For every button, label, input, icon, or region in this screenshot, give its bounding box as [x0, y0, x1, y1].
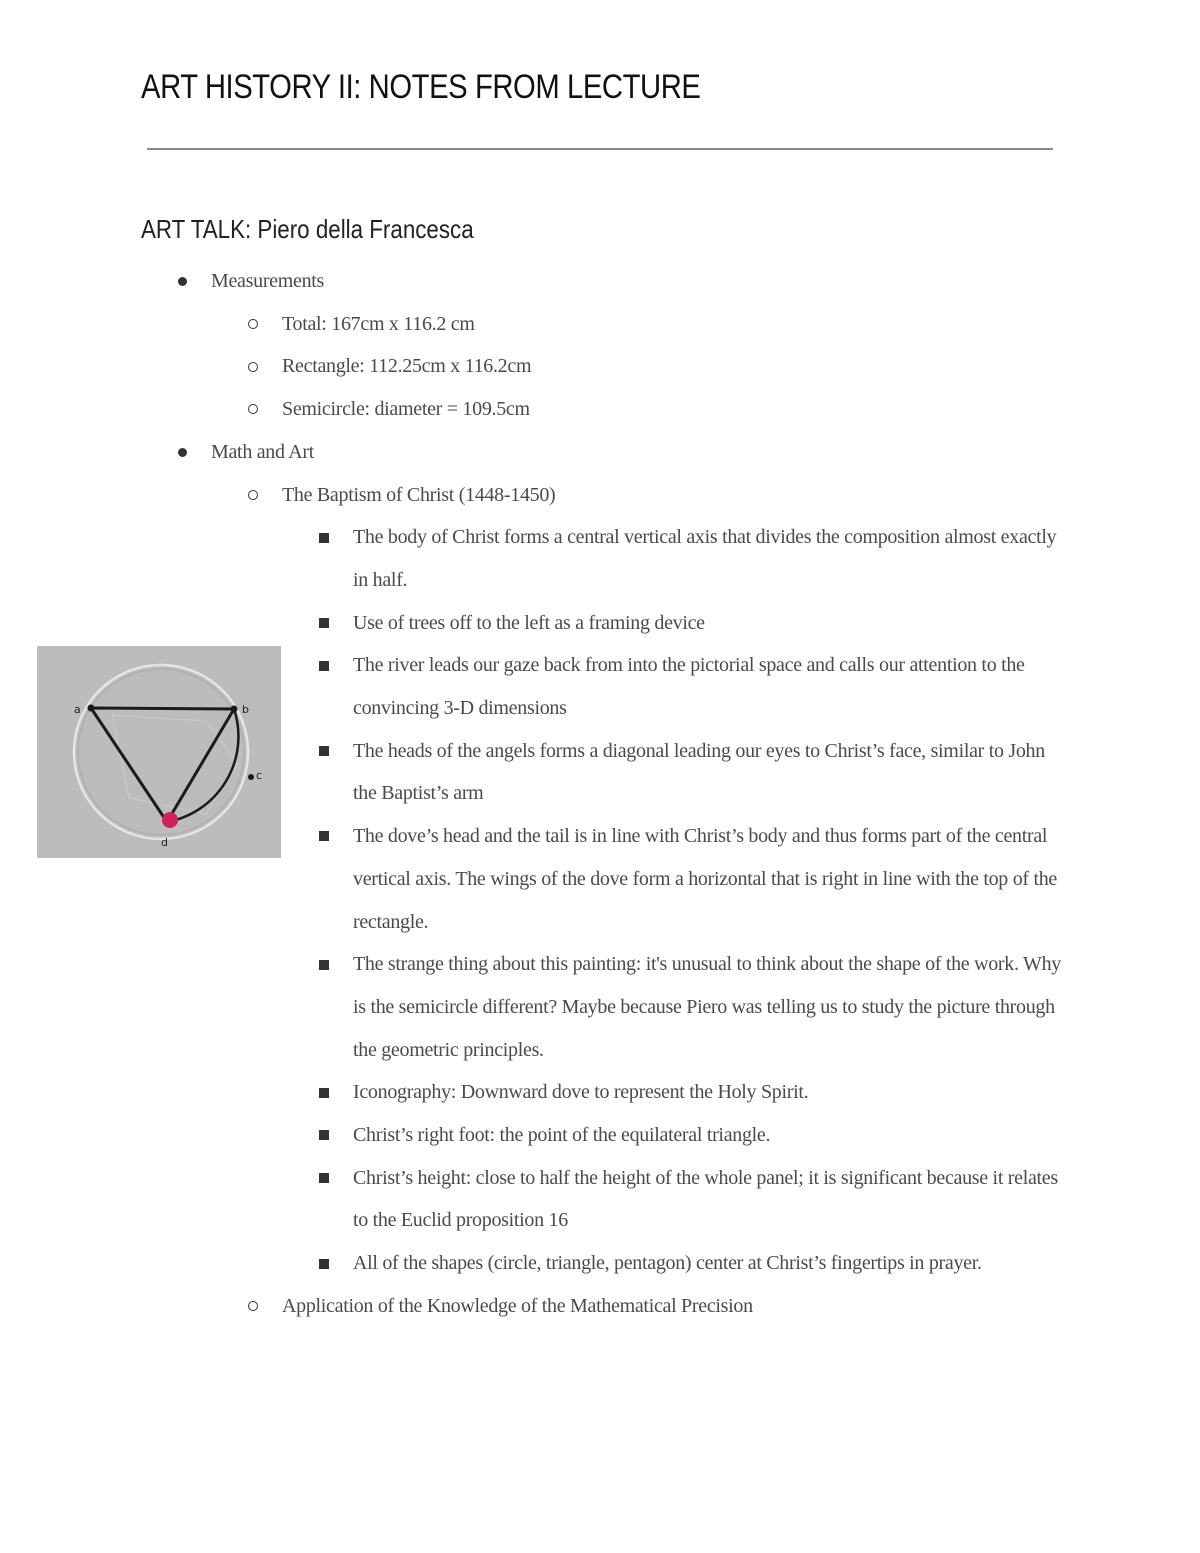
- section-heading: ART TALK: Piero della Francesca: [141, 214, 474, 244]
- note-text: Iconography: Downward dove to represent the Holy Spirit.: [353, 1081, 809, 1104]
- bullet-dot-icon: [178, 260, 187, 303]
- list-item-label: Math and Art: [211, 440, 315, 463]
- note-text: The strange thing about this painting: it's unusual to think about the shape of the work. Why is the semicircle different? Maybe because Piero was telling us to study the picture through the geometric principles.: [353, 953, 1061, 1061]
- vertex-label: b: [242, 703, 249, 716]
- document-title: ART HISTORY II: NOTES FROM LECTURE: [141, 68, 701, 106]
- list-item: [0, 1071, 1063, 1114]
- vertex-label: d: [161, 836, 168, 849]
- list-item-label: Application of the Knowledge of the Mathematical Precision: [282, 1294, 753, 1317]
- note-text: The dove’s head and the tail is in line with Christ’s body and thus forms part of the central vertical axis. The wings of the dove form a horizontal that is right in line with the top of the rectangle.: [353, 825, 1057, 933]
- bullet-square-icon: [319, 1157, 329, 1200]
- title-divider: [147, 148, 1053, 150]
- list-item-label: The Baptism of Christ (1448-1450): [282, 483, 556, 506]
- bullet-ring-icon: [248, 1285, 258, 1328]
- bullet-ring-icon: [248, 345, 258, 388]
- list-item: [0, 516, 1063, 601]
- bullet-dot-icon: [178, 431, 187, 474]
- note-text: The body of Christ forms a central vertical axis that divides the composition almost exactly in half.: [353, 526, 1057, 591]
- bullet-square-icon: [319, 730, 329, 773]
- bullet-square-icon: [319, 1071, 329, 1114]
- measurement-rectangle: Rectangle: 112.25cm x 116.2cm: [282, 355, 532, 378]
- note-text: The river leads our gaze back from into the pictorial space and calls our attention to the convincing 3-D dimensions: [353, 654, 1025, 720]
- triangle-circle-diagram-icon: [37, 646, 281, 858]
- bullet-square-icon: [319, 516, 329, 559]
- bullet-ring-icon: [248, 303, 258, 346]
- list-item: [0, 1114, 1063, 1157]
- note-text: Christ’s right foot: the point of the equilateral triangle.: [353, 1124, 771, 1147]
- vertex-label: c: [256, 769, 263, 782]
- bullet-square-icon: [319, 602, 329, 645]
- bullet-square-icon: [319, 1114, 329, 1157]
- list-item: [0, 602, 1063, 645]
- bullet-square-icon: [319, 1242, 329, 1285]
- vertex-label: a: [74, 703, 81, 716]
- list-item: [0, 943, 1063, 1071]
- list-item-math-art: [0, 431, 1200, 474]
- list-item-label: Measurements: [211, 270, 325, 292]
- list-item: [0, 1157, 1063, 1242]
- note-text: Christ’s height: close to half the height of the whole panel; it is significant because it relates to the Euclid proposition 16: [353, 1166, 1058, 1232]
- list-item-measurements: [0, 260, 1200, 303]
- note-text: The heads of the angels forms a diagonal leading our eyes to Christ’s face, similar to John the Baptist’s arm: [353, 739, 1045, 805]
- bullet-square-icon: [319, 815, 329, 858]
- note-text: Use of trees off to the left as a framing device: [353, 611, 705, 634]
- list-item: [0, 303, 1200, 346]
- list-item: [0, 388, 1200, 431]
- list-item-application: [0, 1285, 1200, 1328]
- measurement-semicircle: Semicircle: diameter = 109.5cm: [282, 398, 530, 421]
- bullet-ring-icon: [248, 388, 258, 431]
- bullet-ring-icon: [248, 474, 258, 517]
- note-text: All of the shapes (circle, triangle, pentagon) center at Christ’s fingertips in prayer.: [353, 1252, 982, 1275]
- bullet-square-icon: [319, 943, 329, 986]
- list-item: [0, 1242, 1063, 1285]
- measurement-total: Total: 167cm x 116.2 cm: [282, 312, 475, 335]
- list-item-baptism: [0, 474, 1200, 517]
- bullet-square-icon: [319, 644, 329, 687]
- triangle-circle-figure: [37, 646, 281, 858]
- list-item: [0, 345, 1200, 388]
